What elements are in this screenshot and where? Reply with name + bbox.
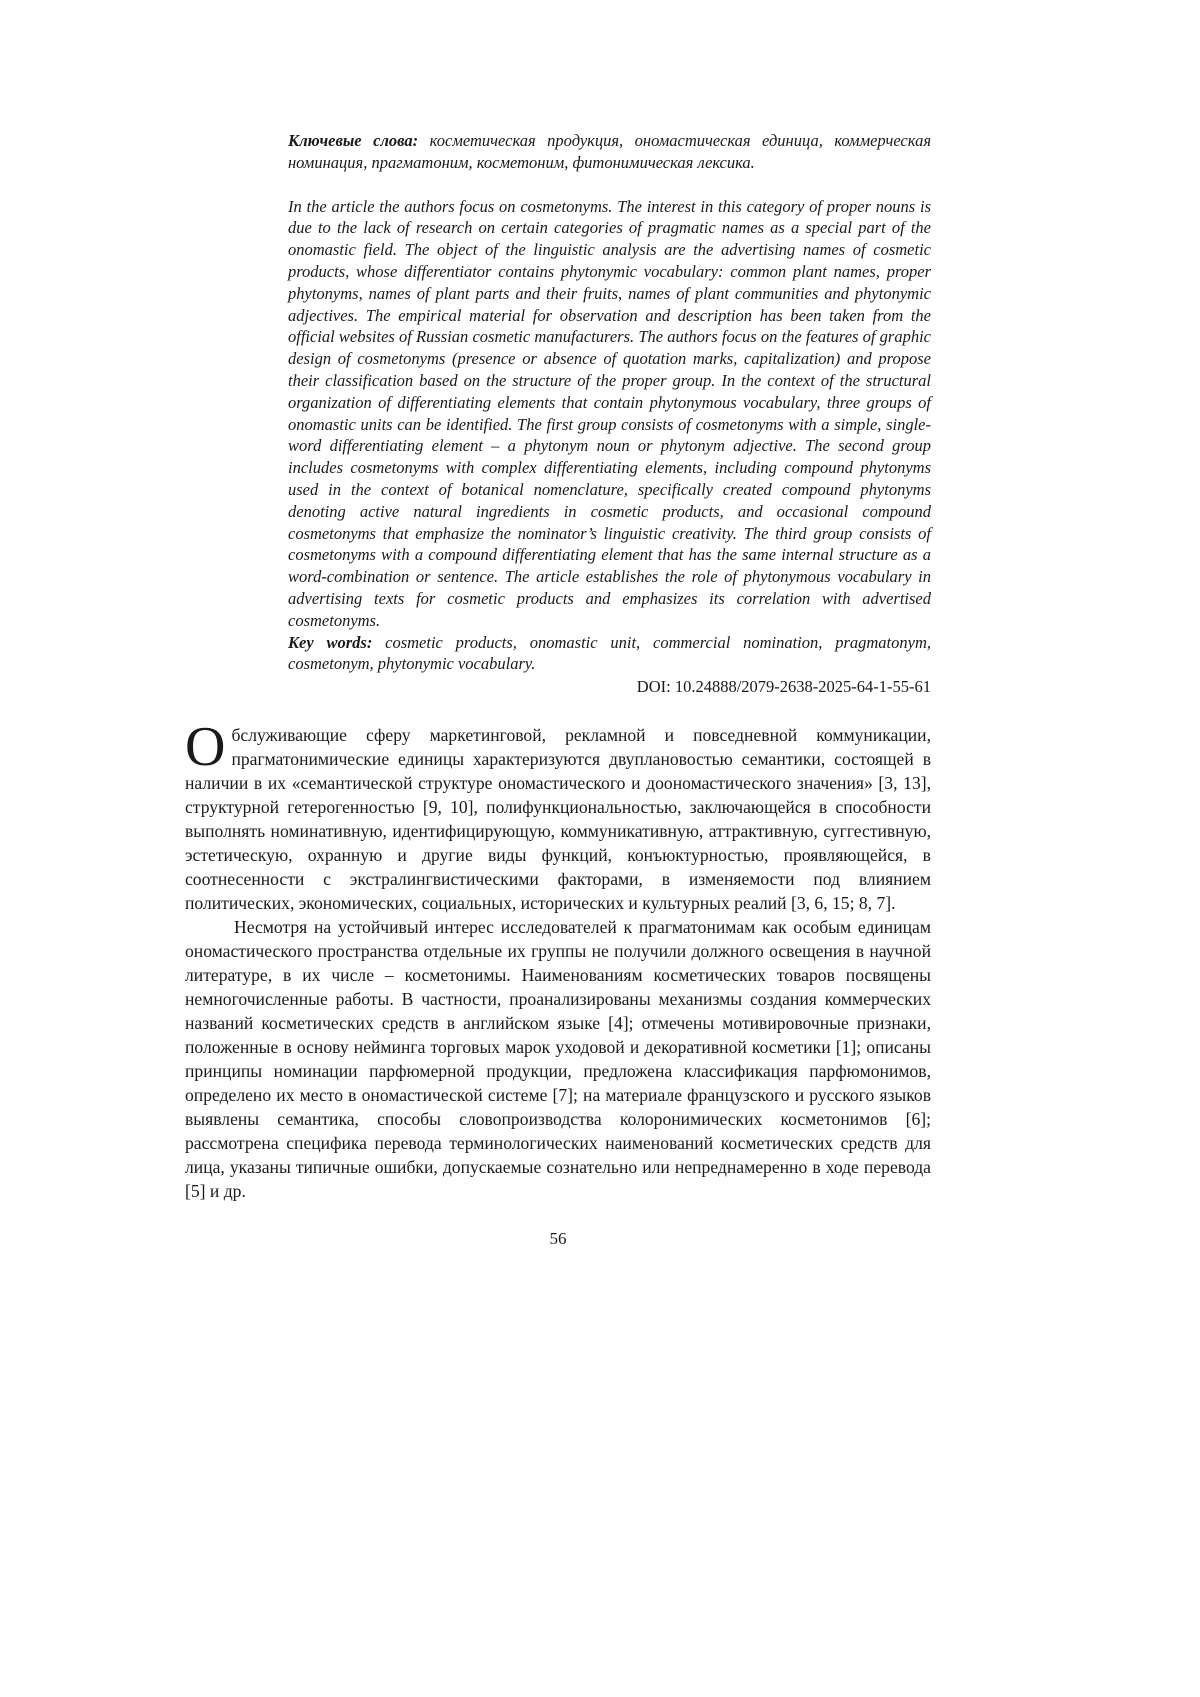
body-paragraph-2: Несмотря на устойчивый интерес исследователей к прагматонимам как особым единицам ономастического пространства отдельные их группы не получили должного освещения в научной литературе, в их числе – косметонимы. Наименованиям косметических товаров посвящены немногочисленные работы. В частности, проанализированы механизмы создания коммерческих названий косметических средств в английском языке [4]; отмечены мотивировочные признаки, положенные в основу нейминга торговых марок уходовой и декоративной косметики [1]; описаны принципы номинации парфюмерной продукции, предложена классификация парфюмонимов, определено их место в ономастической системе [7]; на материале французского и русского языков выявлены семантика, способы словопроизводства колоронимических косметонимов [6]; рассмотрена специфика перевода терминологических наименований косметических средств для лица, указаны типичные ошибки, допускаемые сознательно или непреднамеренно в ходе перевода [5] и др. (185, 917, 931, 1202)
keywords-en-text: cosmetic products, onomastic unit, commercial nomination, pragmatonym, cosmetonym, phytonymic vocabulary. (288, 632, 931, 674)
body-paragraph-1 (185, 716, 931, 915)
keywords-ru-paragraph (288, 130, 931, 174)
abstract-en-paragraph: In the article the authors focus on cosmetonyms. The interest in this category of proper nouns is due to the lack of research on certain categories of pragmatic names as a special part of the onomastic field. The object of the linguistic analysis are the advertising names of cosmetic products, whose differentiator contains phytonymic vocabulary: common plant names, proper phytonyms, names of plant parts and their fruits, names of plant communities and phytonymic adjectives. The empirical material for observation and description has been taken from the official websites of Russian cosmetic manufacturers. The authors focus on the features of graphic design of cosmetonyms (presence or absence of quotation marks, capitalization) and propose their classification based on the structure of the proper group. In the context of the structural organization of differentiating elements that contain phytonymous vocabulary, three groups of onomastic units can be identified. The first group consists of cosmetonyms with a simple, single-word differentiating element – a phytonym noun or phytonym adjective. The second group includes cosmetonyms with complex differentiating elements, including compound phytonyms used in the context of botanical nomenclature, specifically created compound phytonyms denoting active natural ingredients in cosmetic products, and occasional compound cosmetonyms that emphasize the nominator’s linguistic creativity. The third group consists of cosmetonyms with a compound differentiating element that has the same internal structure as a word-combination or sentence. The article establishes the role of phytonymous vocabulary in advertising texts for cosmetic products and emphasizes its correlation with advertised cosmetonyms. (288, 196, 931, 630)
keywords-ru-label: Ключевые слова: (288, 131, 419, 150)
doi-line: DOI: 10.24888/2079-2638-2025-64-1-55-61 (636, 677, 931, 697)
page-number: 56 (549, 1229, 567, 1249)
keywords-ru-text: косметическая продукция, ономастическая единица, коммерческая номинация, прагматоним, косметоним, фитонимическая лексика. (288, 131, 931, 172)
keywords-en-paragraph (288, 632, 931, 676)
abstract-block (288, 130, 931, 675)
keywords-en-label: Key words: (288, 632, 373, 652)
article-body (185, 716, 931, 1203)
abstract-spacer (288, 174, 931, 196)
dropcap-letter: О (185, 716, 226, 779)
page-content (185, 130, 931, 1249)
body-paragraph-1-text: бслуживающие сферу маркетинговой, рекламной и повседневной коммуникации, прагматонимические единицы характеризуются двуплановостью семантики, состоящей в наличии в их «семантической структуре ономастического и доономастического значения» [3, 13], структурной гетерогенностью [9, 10], полифункциональностью, заключающейся в способности выполнять номинативную, идентифицирующую, коммуникативную, аттрактивную, суггестивную, эстетическую, охранную и другие виды функций, конъюктурностью, проявляющейся, в соотнесенности с экстралингвистическими факторами, в изменяемости под влиянием политических, экономических, социальных, исторических и культурных реалий [3, 6, 15; 8, 7]. (185, 725, 931, 914)
